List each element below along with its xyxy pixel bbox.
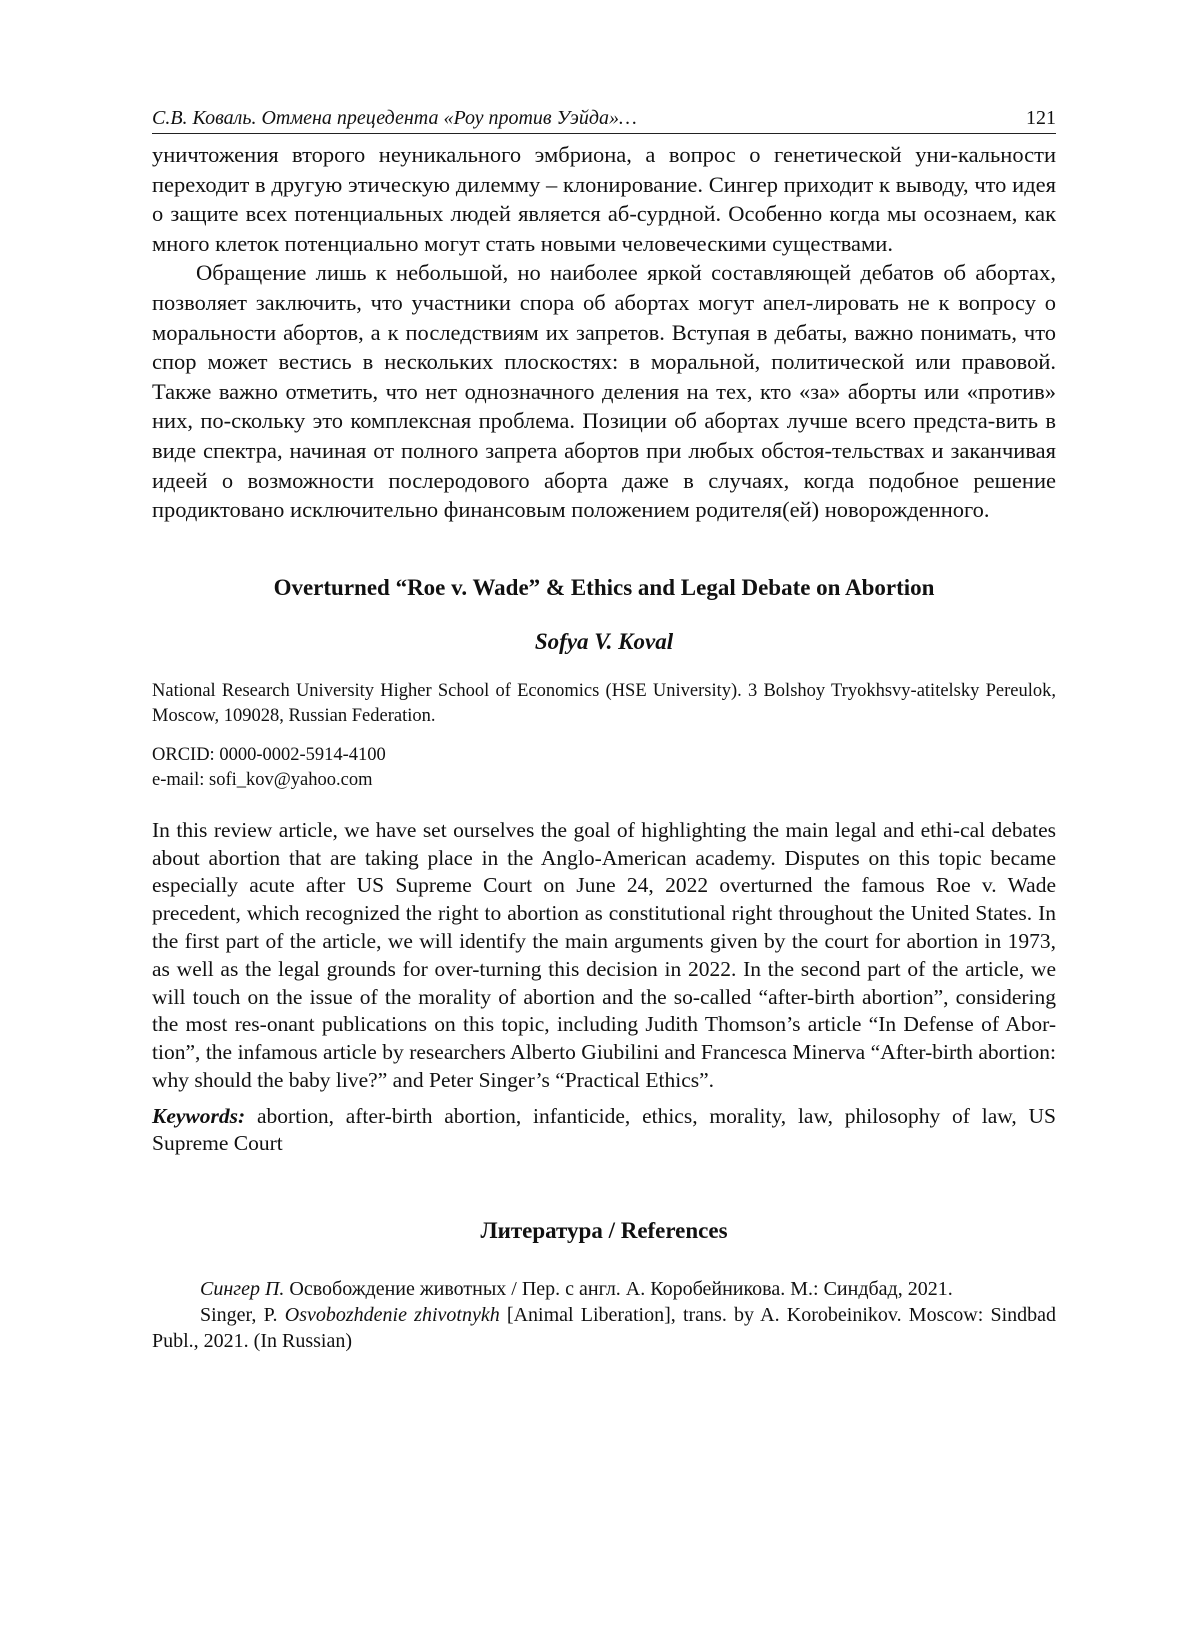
orcid: ORCID: 0000-0002-5914-4100 [152,744,386,765]
reference-ru-author: Сингер П. [200,1278,285,1301]
running-head [152,98,1056,134]
keywords [152,1103,1056,1159]
reference-en-rest: [Animal Liberation], trans. by A. Korobeinikov. Moscow: Sindbad Publ., 2021. (In Russian) [152,1304,1057,1353]
paragraph-continued: уничтожения второго неуникального эмбриона, а вопрос о генетической уни-кальности переходит в другую этическую дилемму – клонирование. Сингер приходит к выводу, что идея о защите всех потенциальных людей является аб-сурдной. Особенно когда мы осознаем, как много клеток потенциально могут стать новыми человеческими существами. [152,142,1056,256]
affiliation: National Research University Higher School of Economics (HSE University). 3 Bolshoy Tryokhsvy-atitelsky Pereulok, Moscow, 109028, Russian Federation. [152,680,1056,726]
body-text [152,140,1056,525]
reference-ru-rest: Освобождение животных / Пер. с англ. А. Коробейникова. М.: Синдбад, 2021. [289,1278,953,1301]
reference-en-title: Osvobozhdenie zhivotnykh [284,1304,500,1327]
author-name: Sofya V. Koval [534,628,674,654]
running-head-title: С.В. Коваль. Отмена прецедента «Роу против Уэйда»… [152,107,637,129]
reference-ru [152,1276,1056,1302]
paragraph-conclusion: Обращение лишь к небольшой, но наиболее яркой составляющей дебатов об абортах, позволяет заключить, что участники спора об абортах могут апел-лировать не к вопросу о моральности абортов, а к последствиям их запретов. Вступая в дебаты, важно понимать, что спор может вестись в нескольких плоскостях: в моральной, политической или правовой. Также важно отметить, что нет однозначного деления на тех, кто «за» аборты или «против» них, по-скольку это комплексная проблема. Позиции об абортах лучше всего предста-вить в виде спектра, начиная от полного запрета абортов при любых обстоя-тельствах и заканчивая идеей о возможности послеродового аборта даже в случаях, когда подобное решение продиктовано исключительно финансовым положением родителя(ей) новорожденного. [152,260,1056,523]
references-heading: Литература / References [480,1218,728,1244]
reference-en [152,1302,1056,1354]
reference-en-author: Singer, P. [200,1304,278,1327]
email: e-mail: sofi_kov@yahoo.com [152,769,373,790]
keywords-label: Keywords: [152,1103,246,1128]
page [152,98,1056,1354]
abstract: In this review article, we have set ourselves the goal of highlighting the main legal and ethi-cal debates about abortion that are taking place in the Anglo-American academy. Disputes on this topic became especially acute after US Supreme Court on June 24, 2022 overturned the famous Roe v. Wade precedent, which recognized the right to abortion as constitutional right throughout the United States. In the first part of the article, we will identify the main arguments given by the court for abortion in 1973, as well as the legal grounds for over-turning this decision in 2022. In the second part of the article, we will touch on the issue of the morality of abortion and the so-called “after-birth abortion”, considering the most res-onant publications on this topic, including Judith Thomson’s article “In Defense of Abor-tion”, the infamous article by researchers Alberto Giubilini and Francesca Minerva “After-birth abortion: why should the baby live?” and Peter Singer’s “Practical Ethics”. [152,817,1056,1092]
page-number: 121 [1026,107,1056,129]
keywords-list: abortion, after-birth abortion, infanticide, ethics, morality, law, philosophy of law, US Supreme Court [152,1103,1056,1156]
english-article-title: Overturned “Roe v. Wade” & Ethics and Legal Debate on Abortion [273,574,935,600]
